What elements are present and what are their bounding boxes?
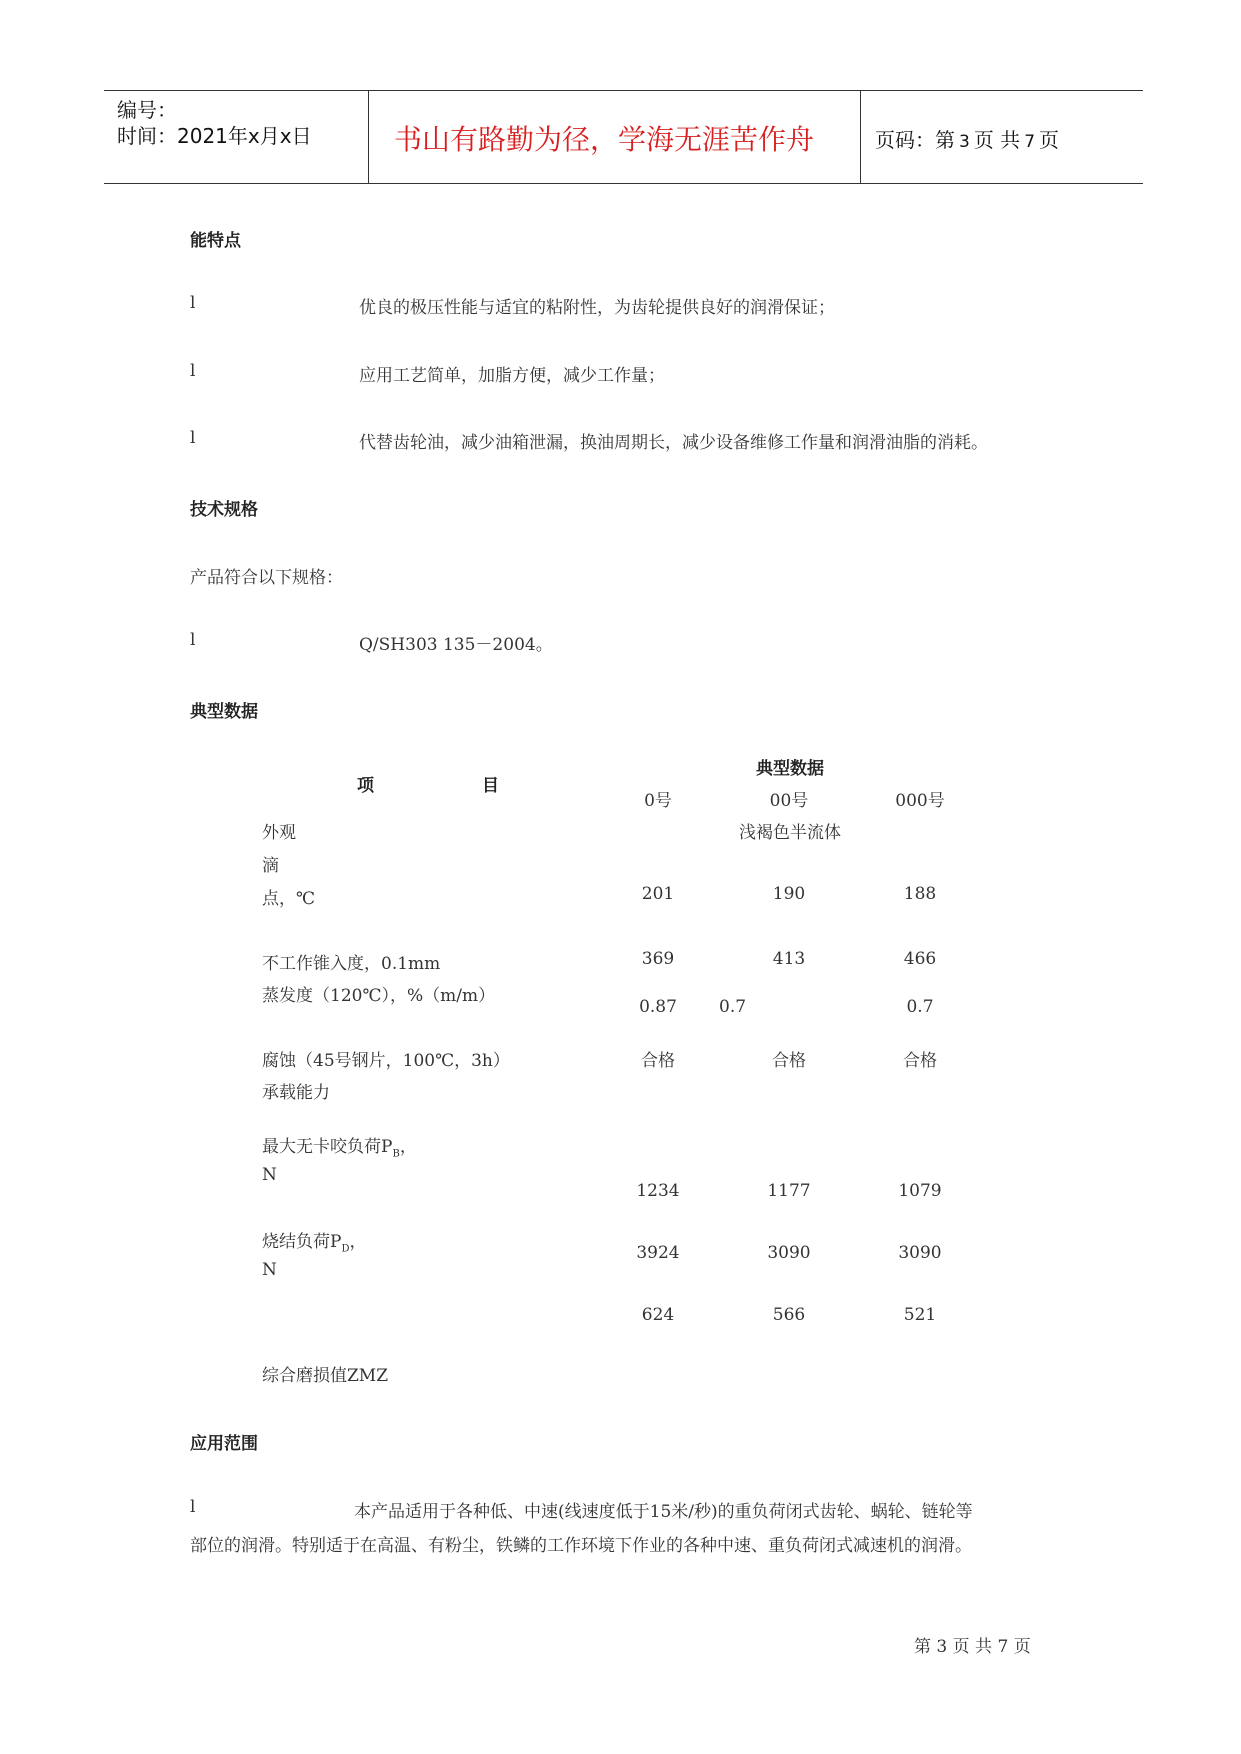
footer-prefix: 第 bbox=[914, 1637, 931, 1657]
row-pd-value-0: 3924 bbox=[636, 1243, 680, 1263]
row-zmz-value-000: 521 bbox=[903, 1305, 937, 1325]
row-pd-label-b: N bbox=[262, 1260, 277, 1280]
header-divider-right bbox=[860, 90, 861, 184]
table-item-header-a: 项 bbox=[357, 776, 374, 796]
row-evaporation-value-0: 0.87 bbox=[639, 997, 677, 1017]
features-bullet-marker-2: l bbox=[190, 361, 196, 381]
application-line-1: 本产品适用于各种低、中速(线速度低于15米/秒)的重负荷闭式齿轮、蜗轮、链轮等 bbox=[354, 1502, 973, 1522]
row-penetration-value-00: 413 bbox=[772, 949, 806, 969]
row-dropping-value-000: 188 bbox=[903, 884, 937, 904]
header-page-total: 7 bbox=[1024, 132, 1036, 152]
footer-suffix: 页 bbox=[1013, 1637, 1031, 1657]
row-penetration-value-000: 466 bbox=[903, 949, 937, 969]
row-dropping-label-a: 滴 bbox=[262, 856, 279, 876]
header-time-label: 时间：2021年x月x日 bbox=[117, 124, 312, 148]
footer-page-total: 7 bbox=[997, 1637, 1009, 1657]
application-bullet-marker: l bbox=[190, 1497, 196, 1517]
row-zmz-value-00: 566 bbox=[772, 1305, 806, 1325]
row-dropping-label-b: 点，℃ bbox=[262, 889, 316, 909]
table-grade-0: 0号 bbox=[644, 791, 672, 811]
row-pb-value-0: 1234 bbox=[636, 1181, 680, 1201]
specs-bullet-text-1: Q/SH303 135－2004。 bbox=[359, 635, 553, 655]
header-page-suffix: 页 bbox=[1039, 128, 1060, 152]
footer-page-indicator bbox=[914, 1632, 1031, 1657]
features-bullet-text-1: 优良的极压性能与适宜的粘附性，为齿轮提供良好的润滑保证； bbox=[359, 298, 835, 318]
row-zmz-label: 综合磨损值ZMZ bbox=[262, 1366, 389, 1386]
row-pd-subscript: D bbox=[341, 1243, 350, 1255]
header-motto: 书山有路勤为径，学海无涯苦作舟 bbox=[394, 123, 815, 156]
footer-page-num: 3 bbox=[936, 1637, 948, 1657]
row-appearance-label: 外观 bbox=[262, 823, 296, 843]
header-bottom-rule bbox=[104, 183, 1143, 184]
application-line-2: 部位的润滑。特别适于在高温、有粉尘，铁鳞的工作环境下作业的各种中速、重负荷闭式减速机的润滑。 bbox=[190, 1536, 972, 1556]
row-pb-value-000: 1079 bbox=[898, 1181, 942, 1201]
header-divider-left bbox=[368, 90, 369, 184]
row-corrosion-label: 腐蚀（45号钢片，100℃，3h） bbox=[262, 1051, 510, 1071]
features-bullet-marker-3: l bbox=[190, 428, 196, 448]
header-page-indicator bbox=[875, 124, 1059, 153]
row-corrosion-value-0: 合格 bbox=[641, 1051, 675, 1071]
row-pb-value-00: 1177 bbox=[767, 1181, 811, 1201]
row-dropping-value-0: 201 bbox=[641, 884, 675, 904]
specs-intro: 产品符合以下规格： bbox=[190, 568, 343, 588]
row-pd-label-text: 烧结负荷P bbox=[262, 1232, 342, 1252]
row-evaporation-label: 蒸发度（120℃），%（m/m） bbox=[262, 986, 496, 1006]
table-grade-000: 000号 bbox=[895, 791, 945, 811]
table-grade-00: 00号 bbox=[769, 791, 809, 811]
header-number-label: 编号： bbox=[117, 98, 177, 122]
row-dropping-value-00: 190 bbox=[772, 884, 806, 904]
row-corrosion-value-000: 合格 bbox=[903, 1051, 937, 1071]
row-pd-value-000: 3090 bbox=[898, 1243, 942, 1263]
row-pb-comma: ， bbox=[399, 1137, 417, 1157]
row-pd-comma: ， bbox=[349, 1232, 367, 1252]
row-load-capacity-label: 承载能力 bbox=[262, 1083, 330, 1103]
row-corrosion-value-00: 合格 bbox=[772, 1051, 806, 1071]
row-pb-label-b: N bbox=[262, 1165, 277, 1185]
application-title: 应用范围 bbox=[190, 1434, 258, 1454]
row-evaporation-value-00: 0.7 bbox=[719, 997, 747, 1017]
header-page-mid: 页 共 bbox=[973, 128, 1021, 152]
footer-mid: 页 共 bbox=[952, 1637, 993, 1657]
features-title: 能特点 bbox=[190, 231, 241, 251]
features-bullet-text-2: 应用工艺简单，加脂方便，减少工作量； bbox=[359, 366, 665, 386]
row-penetration-value-0: 369 bbox=[641, 949, 675, 969]
row-pb-label-a bbox=[262, 1132, 417, 1159]
table-data-header: 典型数据 bbox=[756, 759, 824, 779]
row-penetration-label: 不工作锥入度，0.1mm bbox=[262, 954, 441, 974]
row-pd-label-a bbox=[262, 1227, 366, 1254]
specs-bullet-marker-1: l bbox=[190, 630, 196, 650]
header-top-rule bbox=[104, 90, 1143, 91]
row-pb-label-text: 最大无卡咬负荷P bbox=[262, 1137, 393, 1157]
row-evaporation-value-000: 0.7 bbox=[906, 997, 934, 1017]
row-appearance-value: 浅褐色半流体 bbox=[739, 823, 841, 843]
features-bullet-text-3: 代替齿轮油，减少油箱泄漏，换油周期长，减少设备维修工作量和润滑油脂的消耗。 bbox=[359, 433, 988, 453]
specs-title: 技术规格 bbox=[190, 500, 258, 520]
header-page-prefix: 页码：第 bbox=[875, 128, 955, 152]
table-item-header-b: 目 bbox=[482, 776, 499, 796]
row-zmz-value-0: 624 bbox=[641, 1305, 675, 1325]
typical-title: 典型数据 bbox=[190, 702, 258, 722]
row-pd-value-00: 3090 bbox=[767, 1243, 811, 1263]
row-pb-subscript: B bbox=[392, 1148, 400, 1160]
header-page-num: 3 bbox=[959, 132, 970, 152]
features-bullet-marker-1: l bbox=[190, 293, 196, 313]
